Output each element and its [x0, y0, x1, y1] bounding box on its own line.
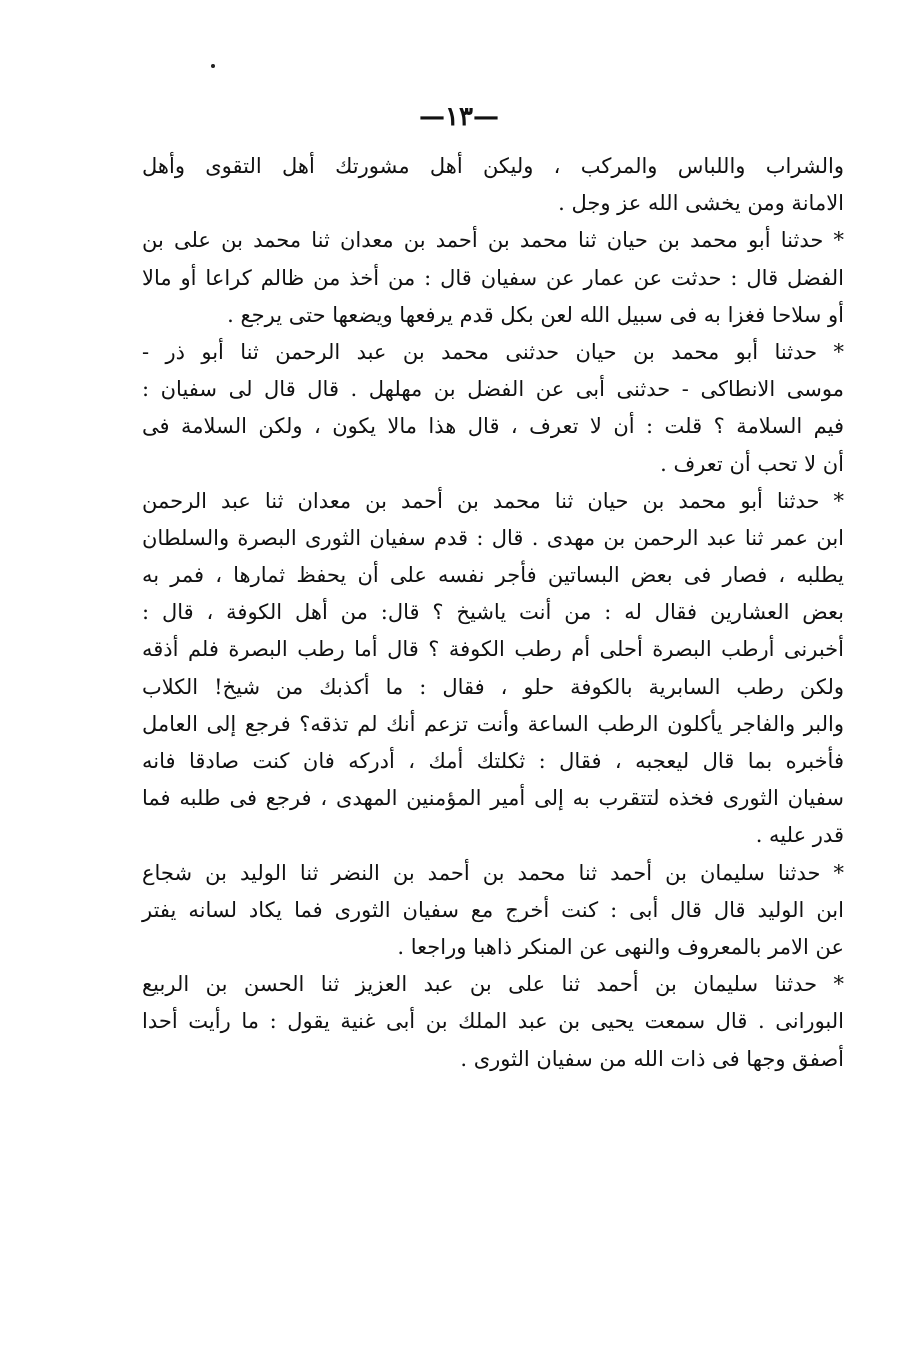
text-line: الفضل قال : حدثت عن عمار عن سفيان قال : من أخذ من ظالم كراعا أو مالا [142, 265, 844, 290]
ink-speck [211, 64, 215, 68]
body-text [142, 148, 844, 1078]
text-line: والبر والفاجر يأكلون الرطب الساعة وأنت تزعم أنك لم تذقه؟ فرجع إلى العامل [142, 711, 844, 736]
text-line: أو سلاحا فغزا به فى سبيل الله لعن بكل قدم يرفعها ويضعها حتى يرجع . [227, 302, 844, 327]
text-line: والشراب واللباس والمركب ، وليكن أهل مشورتك أهل التقوى وأهل [142, 154, 844, 178]
text-line: * حدثنا أبو محمد بن حيان ثنا محمد بن أحمد بن معدان ثنا عبد الرحمن [142, 488, 844, 513]
text-line: فيم السلامة ؟ قلت : أن لا تعرف ، قال هذا مالا يكون ، ولكن السلامة فى [142, 414, 844, 439]
page-number: —١٣— [419, 102, 499, 132]
text-line: أخبرنى أرطب البصرة أحلى أم رطب الكوفة ؟ قال أما رطب البصرة فلم أذقه [142, 637, 844, 662]
text-line: فأخبره بما قال ليعجبه ، فقال : ثكلتك أمك ، أدركه فان كنت صادقا فانه [142, 749, 844, 773]
text-line: عن الامر بالمعروف والنهى عن المنكر ذاهبا وراجعا . [397, 934, 844, 959]
text-line: الامانة ومن يخشى الله عز وجل . [558, 191, 844, 216]
text-line: البورانى . قال سمعت يحيى بن عبد الملك بن أبى غنية يقول : ما رأيت أحدا [142, 1009, 844, 1034]
text-line: ابن عمر ثنا عبد الرحمن بن مهدى . قال : قدم سفيان الثورى البصرة والسلطان [142, 525, 844, 550]
text-line: أصفق وجها فى ذات الله من سفيان الثورى . [460, 1046, 844, 1071]
text-line: يطلبه ، فصار فى بعض البساتين فأجر نفسه على أن يحفظ ثمارها ، فمر به [142, 563, 844, 588]
text-line: سفيان الثورى فخذه لتتقرب به إلى أمير المؤمنين المهدى ، فرجع فى طلبه فما [142, 786, 844, 811]
text-line: * حدثنا سليمان بن أحمد ثنا على بن عبد العزيز ثنا الحسن بن الربيع [142, 972, 844, 997]
text-line: * حدثنا سليمان بن أحمد ثنا محمد بن أحمد بن النضر ثنا الوليد بن شجاع [142, 860, 844, 885]
text-line: قدر عليه . [755, 823, 844, 848]
text-line: * حدثنا أبو محمد بن حيان حدثنى محمد بن عبد الرحمن ثنا أبو ذر - [142, 339, 844, 364]
text-line: * حدثنا أبو محمد بن حيان ثنا محمد بن أحمد بن معدان ثنا محمد بن على بن [142, 228, 844, 253]
text-line: ولكن رطب السابرية بالكوفة حلو ، فقال : ما أكذبك من شيخ! الكلاب [142, 674, 844, 699]
text-line: أن لا تحب أن تعرف . [660, 451, 844, 476]
text-line: موسى الانطاكى - حدثنى أبى عن الفضل بن مهلهل . قال قال لى سفيان : [142, 377, 844, 402]
text-line: بعض العشارين فقال له : من أنت ياشيخ ؟ قال: من أهل الكوفة ، قال : [142, 600, 844, 625]
text-line: ابن الوليد قال قال أبى : كنت أخرج مع سفيان الثورى فما يكاد لسانه يفتر [142, 897, 844, 922]
